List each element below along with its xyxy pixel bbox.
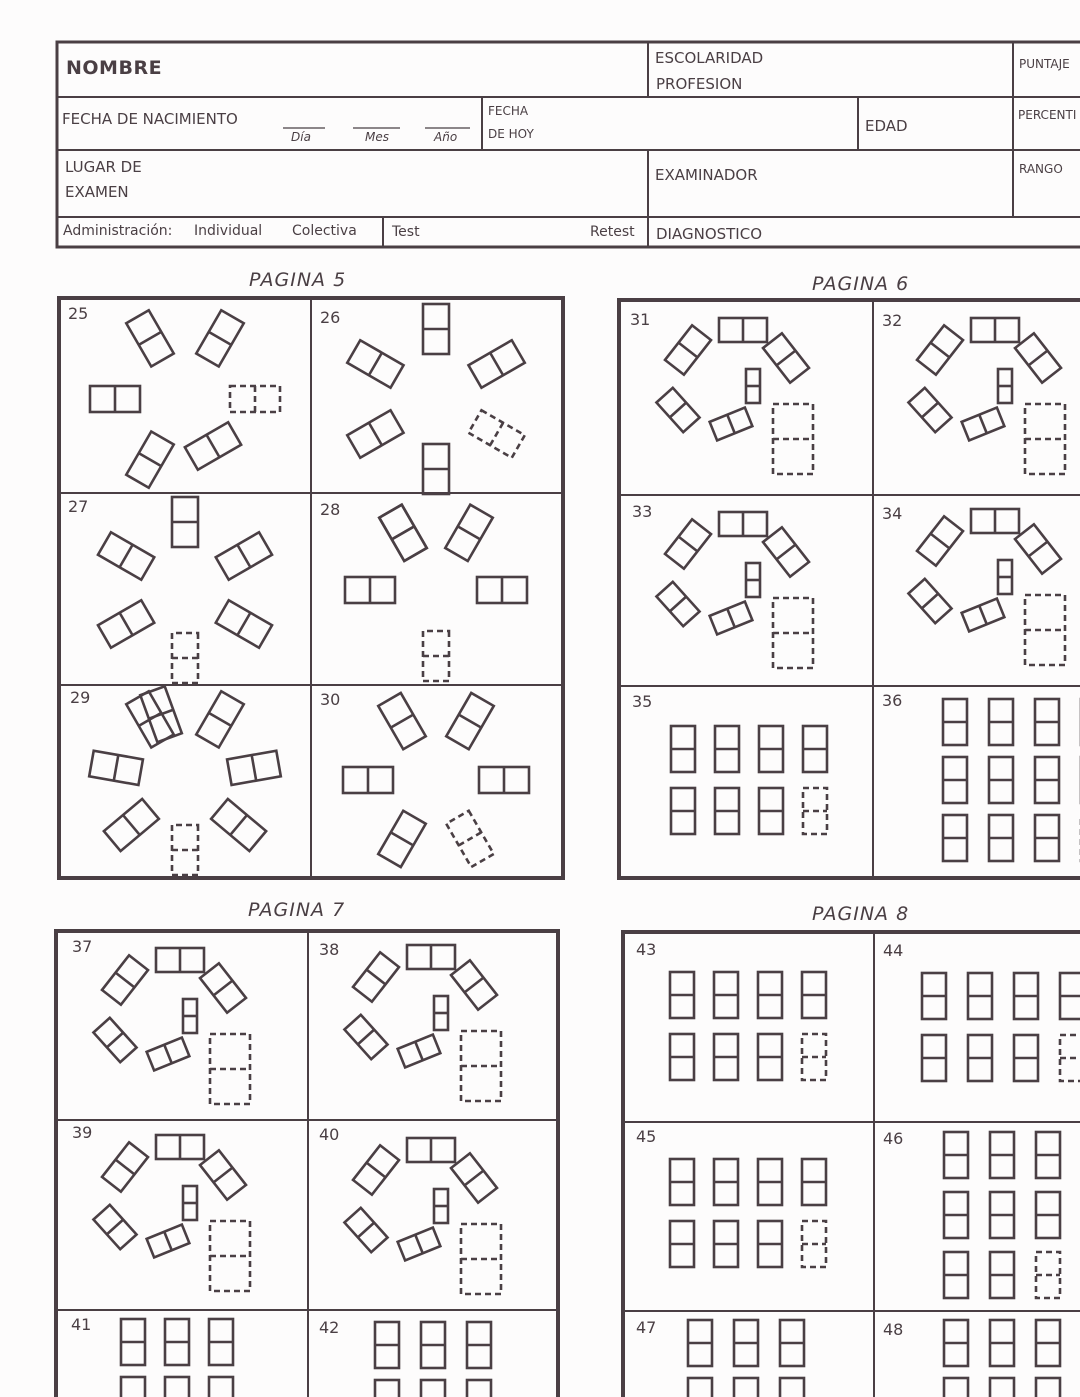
blank-domino[interactable] [1036,1252,1060,1298]
domino [121,1377,145,1397]
domino [1035,815,1059,861]
domino [715,726,739,772]
label-mes: Mes [365,130,389,144]
domino [345,577,395,603]
blank-domino[interactable] [461,1031,501,1101]
item-number-34: 34 [882,504,903,523]
label-percentil: PERCENTI [1018,108,1077,122]
domino [398,1035,441,1068]
option-test[interactable]: Test [392,224,420,240]
domino [196,310,244,366]
domino [944,1378,968,1397]
domino [990,1378,1014,1397]
domino [172,497,198,547]
domino [89,751,143,785]
item-number-42: 42 [319,1318,340,1337]
domino [1036,1192,1060,1238]
label-examen: EXAMEN [65,183,129,201]
domino [1036,1132,1060,1178]
domino [344,1015,387,1059]
label-de-hoy: DE HOY [488,127,534,141]
domino [671,788,695,834]
domino [407,945,455,969]
domino [1060,973,1080,1019]
domino [746,369,760,403]
blank-domino[interactable] [210,1034,250,1104]
domino [353,1145,399,1194]
blank-domino[interactable] [773,598,813,668]
domino [917,516,963,565]
domino [803,726,827,772]
blank-domino[interactable] [773,404,813,474]
item-number-25: 25 [68,304,89,323]
page-title-8: PAGINA 8 [812,903,910,925]
domino [688,1378,712,1397]
domino [211,799,266,851]
domino [944,1132,968,1178]
label-rango: RANGO [1019,162,1063,176]
blank-domino[interactable] [802,1221,826,1267]
domino [714,1159,738,1205]
domino [467,1322,491,1368]
blank-domino[interactable] [1025,404,1065,474]
domino [1015,524,1061,573]
domino [758,1034,782,1080]
label-nombre: NOMBRE [66,57,163,79]
domino [102,955,148,1004]
item-number-35: 35 [632,692,653,711]
item-number-29: 29 [70,688,91,707]
domino [734,1378,758,1397]
domino [375,1322,399,1368]
domino [968,973,992,1019]
domino [147,1038,190,1071]
domino [908,388,951,432]
item-number-48: 48 [883,1320,904,1339]
domino [943,699,967,745]
domino [451,960,497,1009]
domino [165,1377,189,1397]
domino [343,767,393,793]
domino [1014,973,1038,1019]
label-profesion: PROFESION [656,75,743,93]
domino [990,1320,1014,1366]
domino [183,999,197,1033]
domino [665,519,711,568]
domino [670,1221,694,1267]
domino [780,1378,804,1397]
blank-domino[interactable] [803,788,827,834]
domino [398,1228,441,1261]
domino [759,788,783,834]
domino [714,1034,738,1080]
domino [378,693,426,749]
page-title-6: PAGINA 6 [812,273,910,295]
domino [216,532,272,580]
page-title-7: PAGINA 7 [248,899,346,921]
domino [998,560,1012,594]
domino [468,340,524,388]
domino [423,444,449,494]
domino [446,693,494,749]
item-number-33: 33 [632,502,653,521]
domino [714,972,738,1018]
domino [93,1018,136,1062]
blank-domino[interactable] [468,410,524,458]
domino [1035,699,1059,745]
domino [968,1035,992,1081]
domino [421,1322,445,1368]
domino [209,1319,233,1365]
item-number-46: 46 [883,1129,904,1148]
domino [971,318,1019,342]
domino [423,304,449,354]
domino [943,757,967,803]
domino [98,600,154,648]
domino [763,333,809,382]
label-lugar: LUGAR DE [65,158,142,176]
option-colectiva[interactable]: Colectiva [292,223,357,239]
blank-domino[interactable] [230,386,280,412]
domino [126,691,174,747]
domino [746,563,760,597]
domino [758,1159,782,1205]
domino [656,582,699,626]
domino [1035,757,1059,803]
domino [656,388,699,432]
domino [379,505,427,561]
domino [1036,1378,1060,1397]
domino [407,1138,455,1162]
domino [802,972,826,1018]
domino [758,972,782,1018]
domino [121,1319,145,1365]
blank-domino[interactable] [423,631,449,681]
item-number-40: 40 [319,1125,340,1144]
domino [147,1225,190,1258]
domino [908,579,951,623]
item-number-41: 41 [71,1315,92,1334]
label-anio: Año [434,130,458,144]
blank-domino[interactable] [461,1224,501,1294]
domino [922,973,946,1019]
domino [467,1380,491,1397]
domino [998,369,1012,403]
blank-domino[interactable] [210,1221,250,1291]
domino [715,788,739,834]
domino [763,527,809,576]
domino [353,952,399,1001]
domino [1014,1035,1038,1081]
item-number-31: 31 [630,310,651,329]
domino [990,1132,1014,1178]
option-individual[interactable]: Individual [194,223,263,239]
item-number-36: 36 [882,691,903,710]
item-number-26: 26 [320,308,341,327]
item-number-30: 30 [320,690,341,709]
domino [1036,1320,1060,1366]
domino [93,1205,136,1249]
domino [102,1142,148,1191]
domino [758,1221,782,1267]
domino [665,325,711,374]
domino [479,767,529,793]
domino [944,1320,968,1366]
domino [185,422,241,470]
label-escolaridad: ESCOLARIDAD [655,49,764,67]
item-number-45: 45 [636,1127,657,1146]
domino [421,1380,445,1397]
domino [104,799,159,851]
label-dia: Día [291,130,311,144]
domino [126,310,174,366]
blank-domino[interactable] [802,1034,826,1080]
item-number-38: 38 [319,940,340,959]
item-number-37: 37 [72,937,93,956]
label-administracion: Administración: [63,223,173,239]
domino [714,1221,738,1267]
domino [200,1150,246,1199]
domino [802,1159,826,1205]
blank-domino[interactable] [172,825,198,875]
blank-domino[interactable] [1025,595,1065,665]
item-number-44: 44 [883,941,904,960]
domino [375,1380,399,1397]
domino [719,318,767,342]
domino [670,1159,694,1205]
domino [344,1208,387,1252]
domino [688,1320,712,1366]
blank-domino[interactable] [1060,1035,1080,1081]
domino [156,1135,204,1159]
domino [126,431,174,487]
domino [434,1189,448,1223]
domino [451,1153,497,1202]
domino [347,410,403,458]
item-number-39: 39 [72,1123,93,1142]
domino [990,1192,1014,1238]
domino [347,340,403,388]
domino [944,1252,968,1298]
item-number-43: 43 [636,940,657,959]
domino [989,757,1013,803]
label-edad: EDAD [865,117,908,135]
domino [989,815,1013,861]
domino [165,1319,189,1365]
blank-domino[interactable] [446,811,494,867]
domino [445,505,493,561]
domino [98,532,154,580]
domino [671,726,695,772]
domino [434,996,448,1030]
domino [183,1186,197,1220]
domino [944,1192,968,1238]
domino [200,963,246,1012]
item-number-47: 47 [636,1318,657,1337]
label-examinador: EXAMINADOR [655,166,758,184]
domino [922,1035,946,1081]
label-fecha-nacimiento: FECHA DE NACIMIENTO [62,110,238,128]
domino [759,726,783,772]
domino [90,386,140,412]
domino [962,599,1005,632]
domino [670,972,694,1018]
blank-domino[interactable] [172,633,198,683]
domino [780,1320,804,1366]
domino [943,815,967,861]
domino [710,602,753,635]
domino [670,1034,694,1080]
domino [989,699,1013,745]
domino [734,1320,758,1366]
option-retest[interactable]: Retest [590,224,635,240]
domino [216,600,272,648]
label-fecha: FECHA [488,104,529,118]
label-diagnostico: DIAGNOSTICO [656,225,763,243]
domino [227,751,281,785]
domino [477,577,527,603]
domino [196,691,244,747]
domino [156,948,204,972]
domino [971,509,1019,533]
domino [962,408,1005,441]
label-puntaje: PUNTAJE [1019,57,1070,71]
domino [209,1377,233,1397]
page-title-5: PAGINA 5 [249,269,347,291]
item-number-27: 27 [68,497,89,516]
domino [990,1252,1014,1298]
item-number-28: 28 [320,500,341,519]
item-number-32: 32 [882,311,903,330]
domino [1015,333,1061,382]
domino [719,512,767,536]
domino [378,811,426,867]
domino [710,408,753,441]
domino [917,325,963,374]
